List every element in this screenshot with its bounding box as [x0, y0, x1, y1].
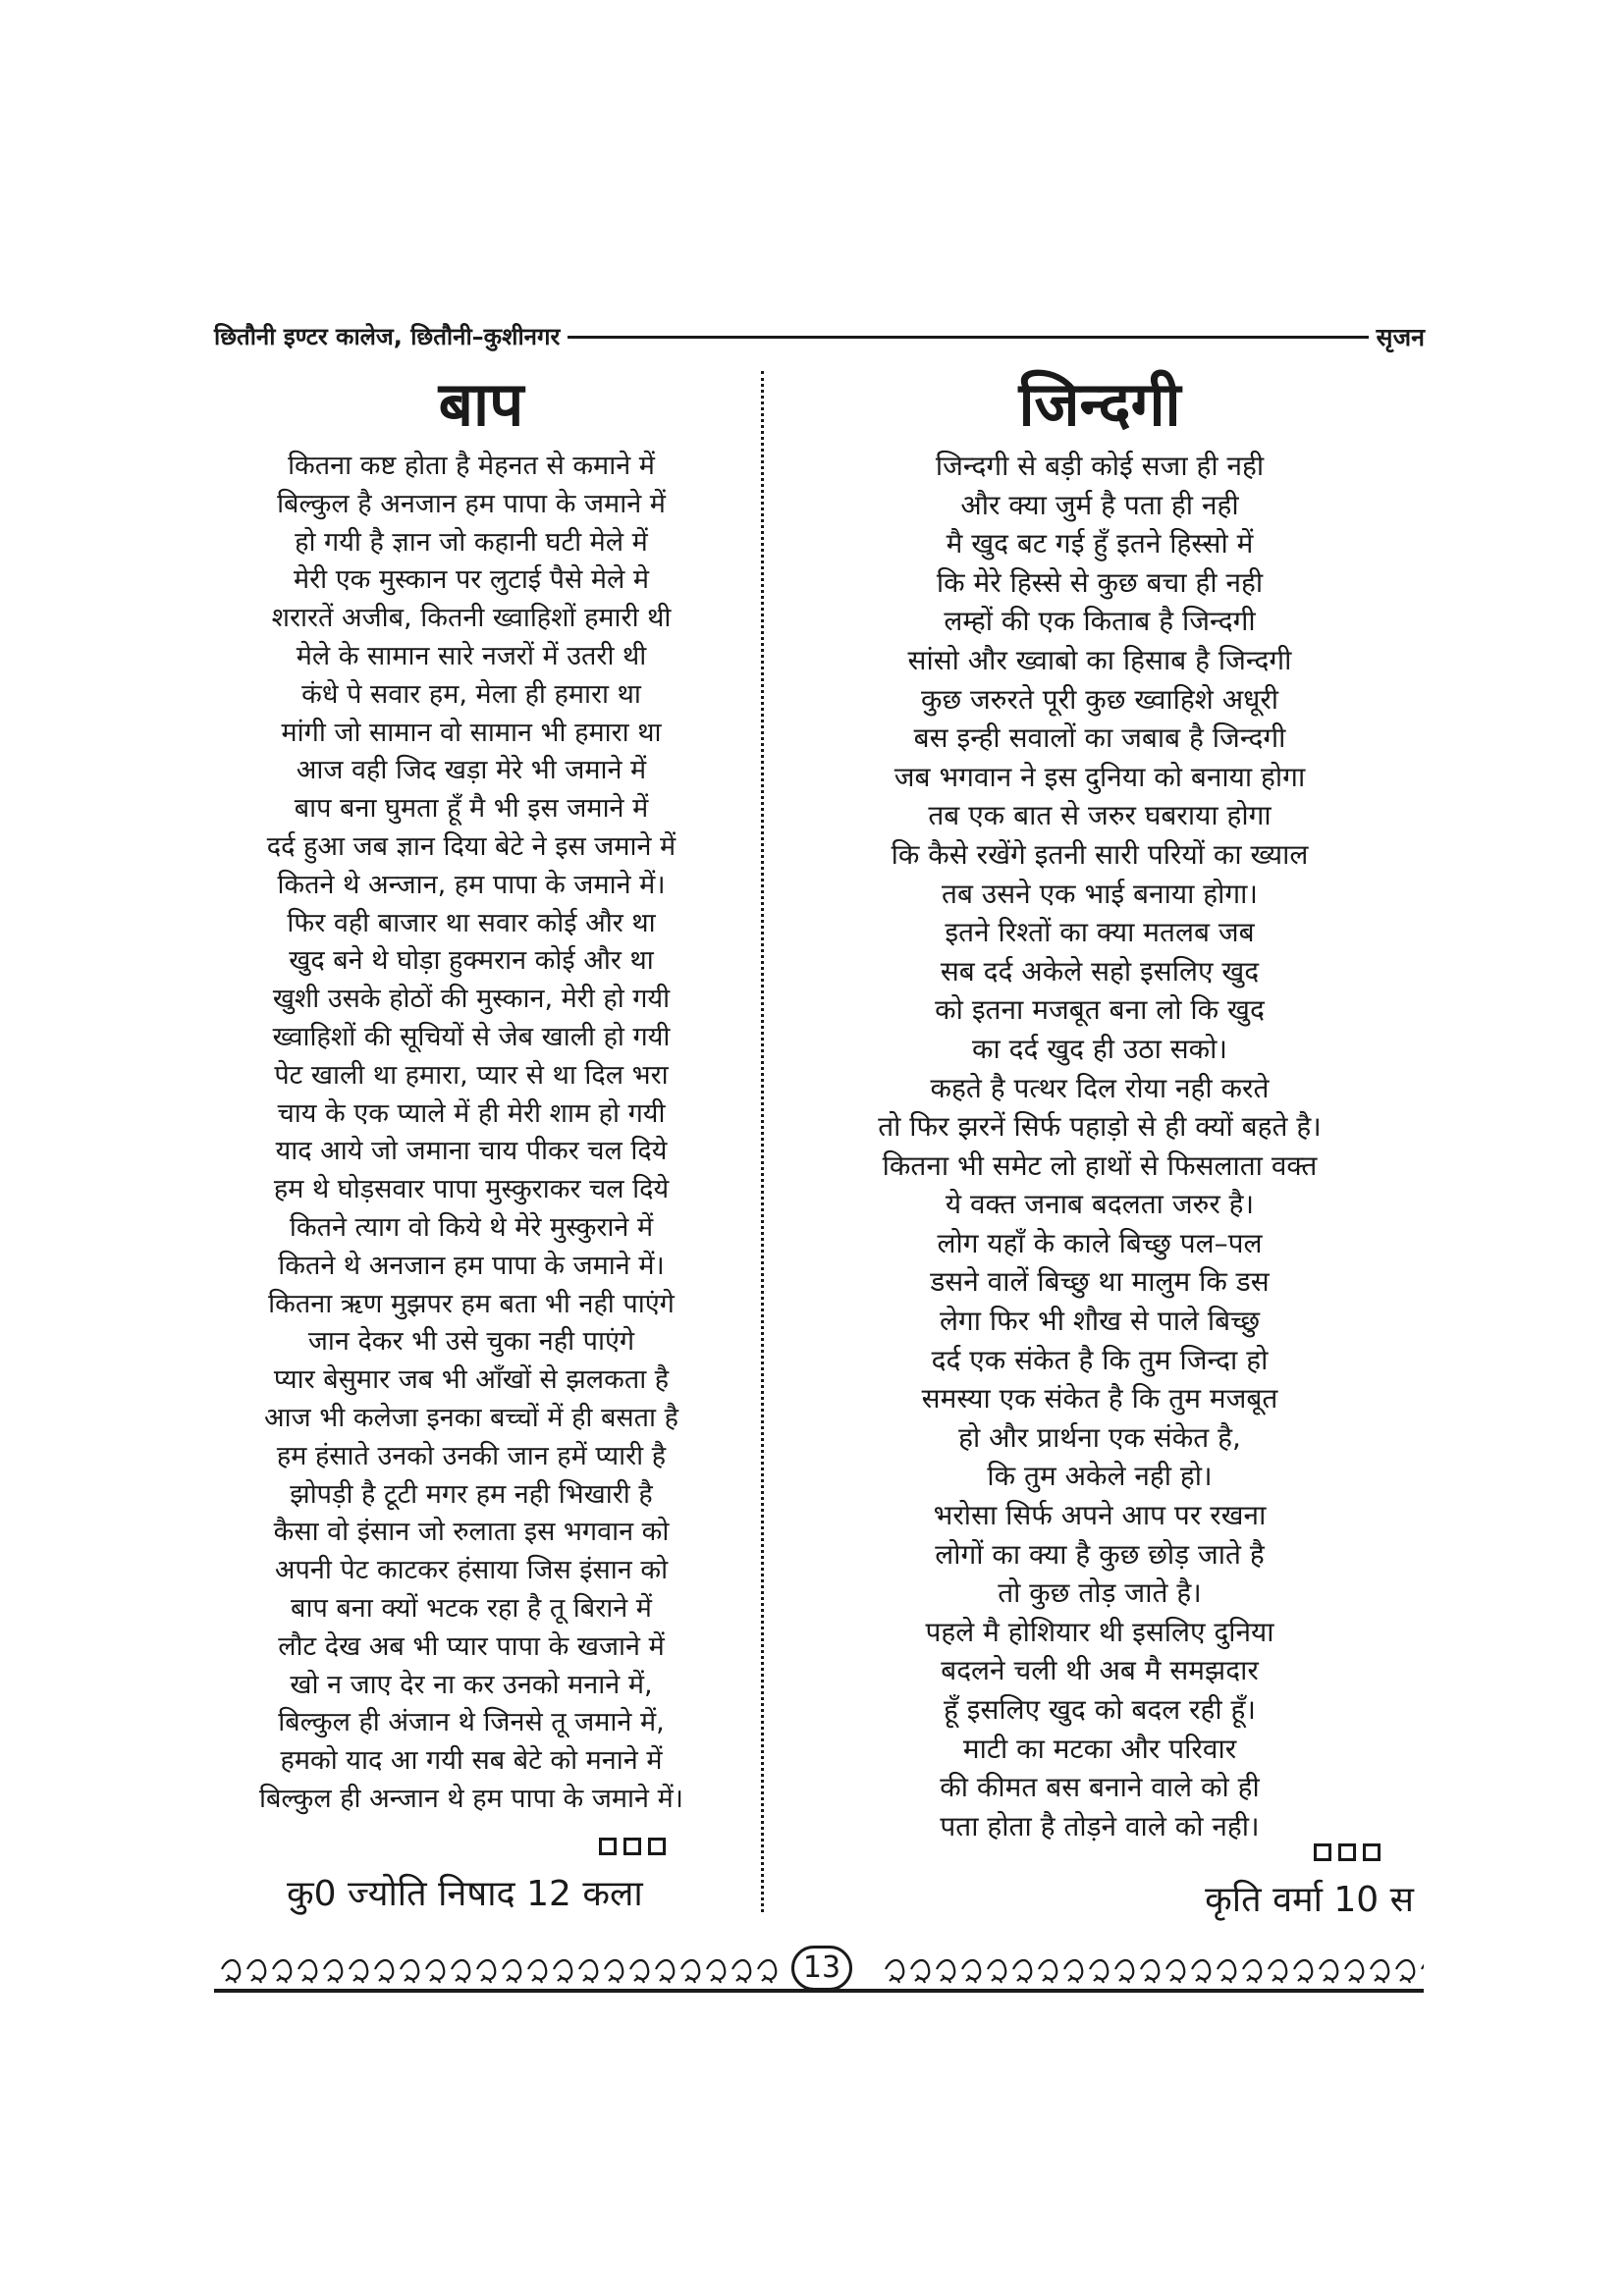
poem-line: पेट खाली था हमारा, प्यार से था दिल भरा: [274, 1059, 669, 1091]
poem-line: लेगा फिर भी शौख से पाले बिच्छु: [939, 1305, 1261, 1338]
poem-line: कितने थे अनजान हम पापा के जमाने में।: [278, 1250, 665, 1281]
poem-line: जान देकर भी उसे चुका नही पाएंगे: [307, 1326, 635, 1358]
poem-line: को इतना मजबूत बना लो कि खुद: [935, 993, 1265, 1027]
poem-line: खो न जाए देर ना कर उनको मनाने में,: [290, 1669, 653, 1700]
poem-line: लोगों का क्या है कुछ छोड़ जाते है: [935, 1537, 1265, 1571]
poem-line: कितना कष्ट होता है मेहनत से कमाने में: [288, 451, 655, 481]
poem-line: बिल्कुल है अनजान हम पापा के जमाने में: [277, 488, 666, 519]
poem-line: सांसो और ख्वाबो का हिसाब है जिन्दगी: [907, 643, 1292, 676]
poem-line: अपनी पेट काटकर हंसाया जिस इंसान को: [274, 1555, 669, 1586]
poem-line: हम हंसाते उनको उनकी जान हमें प्यारी है: [276, 1440, 667, 1471]
poem-line: मेले के सामान सारे नजरों में उतरी थी: [296, 640, 647, 671]
poem-line: याद आये जो जमाना चाय पीकर चल दिये: [275, 1136, 668, 1167]
poem-line: लोग यहाँ के काले बिच्छु पल–पल: [937, 1226, 1263, 1259]
poem-line: का दर्द खुद ही उठा सको।: [971, 1032, 1228, 1065]
poem-line: लम्हों की एक किताब है जिन्दगी: [944, 605, 1256, 638]
poem-line: मेरी एक मुस्कान पर लुटाई पैसे मेले मे: [293, 564, 650, 596]
poem-line: हमको याद आ गयी सब बेटे को मनाने में: [280, 1745, 663, 1777]
poem-line: झोपड़ी है टूटी मगर हम नही भिखारी है: [290, 1478, 653, 1510]
poem-line: बिल्कुल ही अन्जान थे हम पापा के जमाने में।: [259, 1783, 683, 1814]
poem-line: डसने वालें बिच्छु था मालुम कि डस: [930, 1265, 1270, 1299]
poem-line: पहले मै होशियार थी इसलिए दुनिया: [925, 1615, 1274, 1648]
column-divider: [761, 371, 764, 1912]
poem-line: मै खुद बट गई हुँ इतने हिस्सो में: [946, 527, 1254, 561]
poem-title-left: बाप: [438, 368, 524, 440]
poem-line: फिर वही बाजार था सवार कोई और था: [287, 907, 656, 938]
poem-line: प्यार बेसुमार जब भी आँखों से झलकता है: [273, 1364, 670, 1396]
poem-line: कितने त्याग वो किये थे मेरे मुस्कुराने में: [289, 1211, 654, 1243]
author-left: कु0 ज्योति निषाद 12 कला: [287, 1874, 643, 1914]
poem-line: हम थे घोड़सवार पापा मुस्कुराकर चल दिये: [273, 1174, 670, 1205]
poem-line: खुशी उसके होठों की मुस्कान, मेरी हो गयी: [272, 984, 671, 1015]
poem-line: समस्या एक संकेत है कि तुम मजबूत: [921, 1382, 1278, 1415]
poem-line: चाय के एक प्याले में ही मेरी शाम हो गयी: [277, 1097, 666, 1129]
poem-line: लौट देख अब भी प्यार पापा के खजाने में: [278, 1630, 665, 1662]
page-footer: [214, 1942, 1424, 1995]
poem-line: कंधे पे सवार हम, मेला ही हमारा था: [301, 678, 641, 710]
poem-body-right: [785, 447, 1414, 1845]
college-name: छितौनी इण्टर कालेज, छितौनी–कुशीनगर: [214, 320, 568, 352]
poem-line: आज वही जिद खड़ा मेरे भी जमाने में: [296, 755, 647, 786]
poem-line: माटी का मटका और परिवार: [962, 1732, 1237, 1765]
poem-line: बाप बना घुमता हूँ मै भी इस जमाने में: [294, 793, 649, 825]
poem-line: इतने रिश्तों का क्या मतलब जब: [945, 916, 1255, 949]
author-right: कृति वर्मा 10 स: [1205, 1880, 1414, 1920]
poem-line: बस इन्ही सवालों का जबाब है जिन्दगी: [913, 721, 1286, 755]
poem-line: बाप बना क्यों भटक रहा है तू बिराने में: [291, 1592, 652, 1624]
end-marker-right: [1307, 1843, 1380, 1865]
poem-line: बदलने चली थी अब मै समझदार: [941, 1654, 1259, 1687]
poem-line: खुद बने थे घोड़ा हुक्मरान कोई और था: [289, 945, 654, 977]
poem-body-left: [196, 448, 746, 1819]
poem-line: ख्वाहिशों की सूचियों से जेब खाली हो गयी: [272, 1021, 671, 1052]
poem-line: तो कुछ तोड़ जाते है।: [998, 1576, 1202, 1610]
poem-line: हो गयी है ज्ञान जो कहानी घटी मेले में: [295, 526, 648, 558]
poem-line: कितना ऋण मुझपर हम बता भी नही पाएंगे: [268, 1288, 675, 1319]
poem-line: कैसा वो इंसान जो रुलाता इस भगवान को: [273, 1517, 670, 1548]
poem-line: भरोसा सिर्फ अपने आप पर रखना: [933, 1499, 1267, 1532]
end-marker-left: [592, 1838, 666, 1859]
poem-line: मांगी जो सामान वो सामान भी हमारा था: [281, 717, 662, 748]
poem-line: दर्द हुआ जब ज्ञान दिया बेटे ने इस जमाने में: [266, 830, 677, 862]
poem-line: और क्या जुर्म है पता ही नही: [960, 488, 1239, 521]
poem-line: शरारतें अजीब, कितनी ख्वाहिशों हमारी थी: [271, 603, 672, 634]
poem-line: कि कैसे रखेंगे इतनी सारी परियों का ख्याल: [891, 837, 1309, 871]
poem-line: दर्द एक संकेत है कि तुम जिन्दा हो: [931, 1343, 1269, 1376]
poem-line: कि तुम अकेले नही हो।: [987, 1460, 1213, 1493]
poem-line: कहते है पत्थर दिल रोया नही करते: [930, 1071, 1270, 1104]
poem-line: हो और प्रार्थना एक संकेत है,: [958, 1420, 1241, 1454]
poem-line: कितने थे अन्जान, हम पापा के जमाने में।: [277, 869, 666, 900]
poem-line: कि मेरे हिस्से से कुछ बचा ही नही: [936, 565, 1264, 599]
poem-line: कितना भी समेट लो हाथों से फिसलाता वक्त: [882, 1148, 1318, 1182]
poem-line: हूँ इसलिए खुद को बदल रही हूँ।: [943, 1693, 1257, 1726]
poem-line: तब एक बात से जरुर घबराया होगा: [928, 799, 1272, 832]
page-number: 13: [791, 1946, 852, 1991]
poem-line: सब दर्द अकेले सहो इसलिए खुद: [940, 954, 1260, 988]
poem-line: कुछ जरुरते पूरी कुछ ख्वाहिशे अधूरी: [920, 682, 1279, 716]
poem-line: तब उसने एक भाई बनाया होगा।: [942, 877, 1258, 910]
poem-line: जिन्दगी से बड़ी कोई सजा ही नही: [935, 450, 1265, 482]
page-header: [214, 320, 1425, 355]
poem-line: आज भी कलेजा इनका बच्चों में ही बसता है: [264, 1402, 678, 1433]
poem-line: पता होता है तोड़ने वाले को नही।: [940, 1809, 1260, 1842]
poem-line: बिल्कुल ही अंजान थे जिनसे तू जमाने में,: [278, 1707, 665, 1738]
poem-line: तो फिर झरनें सिर्फ पहाड़ो से ही क्यों बहते है।: [878, 1110, 1322, 1144]
poem-line: ये वक्त जनाब बदलता जरुर है।: [945, 1188, 1255, 1221]
poem-title-right: जिन्दगी: [1018, 368, 1181, 440]
poem-line: की कीमत बस बनाने वाले को ही: [940, 1771, 1260, 1804]
magazine-name: सृजन: [1369, 320, 1425, 353]
poem-line: जब भगवान ने इस दुनिया को बनाया होगा: [893, 760, 1306, 793]
